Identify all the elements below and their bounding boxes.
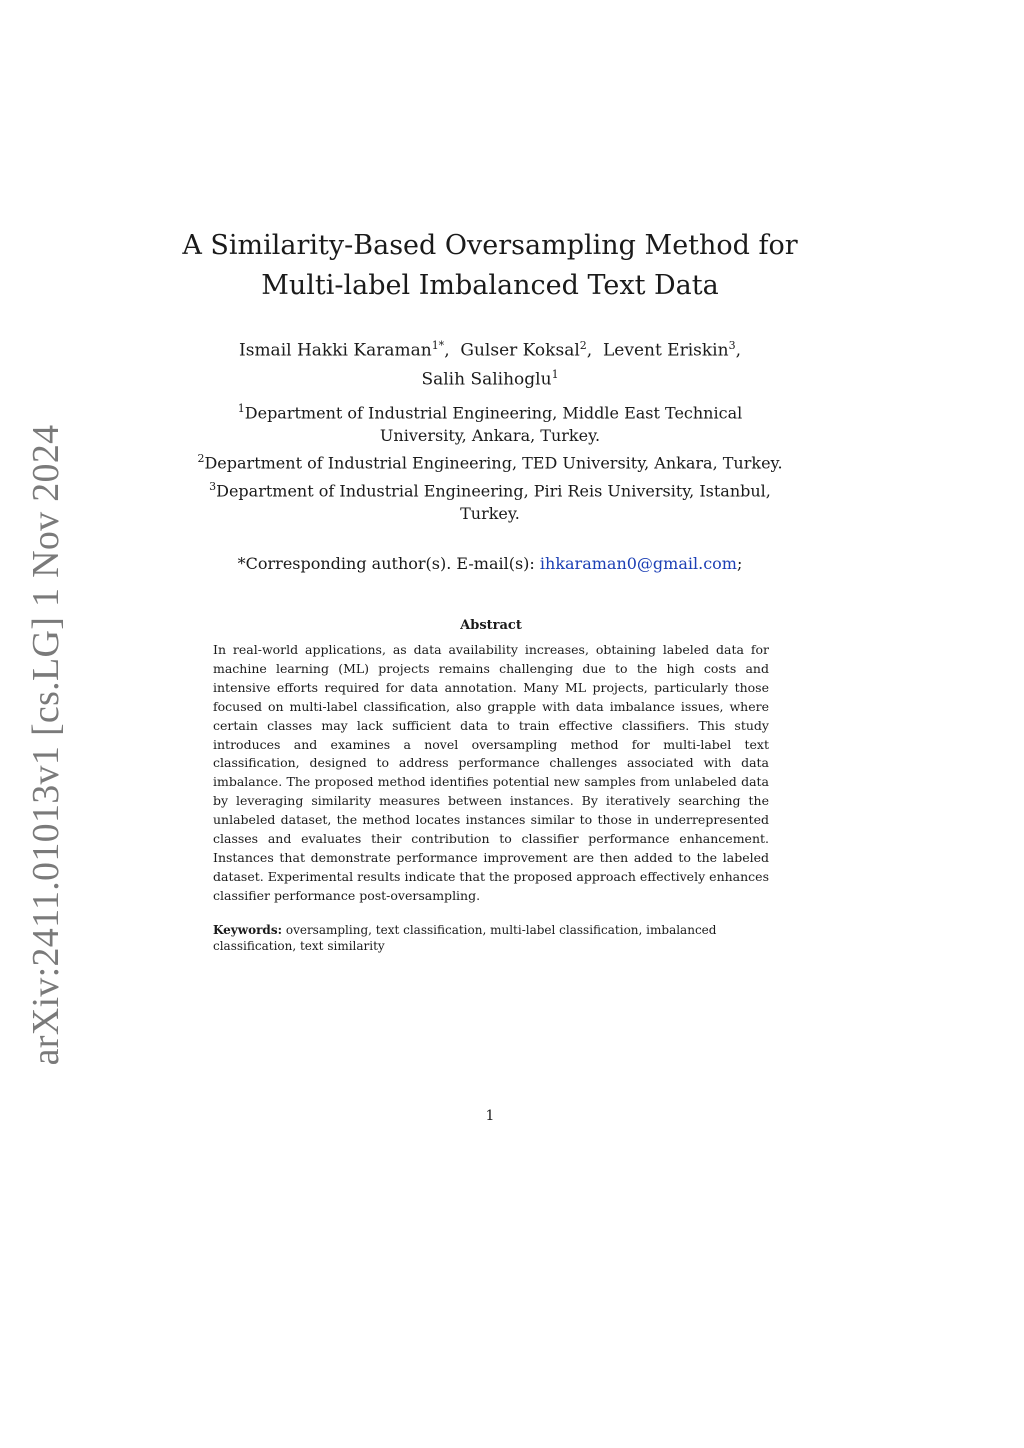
- author-1: Ismail Hakki Karaman: [239, 340, 432, 361]
- author-line-2: [160, 363, 820, 392]
- title-line-2: Multi-label Imbalanced Text Data: [261, 270, 719, 301]
- abstract-text: In real-world applications, as data availability increases, obtaining labeled data for machine learning (ML) projects remains challenging due to the high costs and intensive efforts required for data annotation. Many ML projects, particularly those focused on multi-label classification, also grapple with data imbalance issues, where certain classes may lack sufficient data to train effective classifiers. This study introduces and examines a novel oversampling method for multi-label text classification, designed to address performance challenges associated with data imbalance. The proposed method identifies potential new samples from unlabeled data by leveraging similarity measures between instances. By iteratively searching the unlabeled dataset, the method locates instances similar to those in underrepresented classes and evaluates their contribution to classifier performance enhancement. Instances that demonstrate performance improvement are then added to the labeled dataset. Experimental results indicate that the proposed approach effectively enhances classifier performance post-oversampling.: [213, 642, 769, 903]
- affiliation-3-line-1: $^3$Department of Industrial Engineering, Piri Reis University, Istanbul,: [209, 479, 771, 500]
- author-4: Salih Salihoglu: [421, 369, 552, 390]
- affiliations: [160, 397, 820, 525]
- author-2: Gulser Koksal: [460, 340, 580, 361]
- keywords: [213, 922, 769, 954]
- keywords-label: Keywords:: [213, 923, 283, 937]
- abstract-heading: Abstract: [460, 618, 522, 633]
- affiliation-3-line-2: Turkey.: [460, 503, 520, 523]
- keywords-text: oversampling, text classification, multi-label classification, imbalanced classification, text similarity: [213, 923, 717, 953]
- author-list: [160, 334, 820, 391]
- affiliation-1-marker: 1: [237, 402, 245, 415]
- arxiv-identifier: arXiv:2411.01013v1 [cs.LG] 1 Nov 2024: [25, 424, 67, 1066]
- corresponding-prefix: *Corresponding author(s). E-mail(s):: [237, 554, 540, 573]
- author-3: Levent Eriskin: [602, 340, 729, 361]
- affiliation-3-marker: 3: [209, 479, 217, 493]
- corresponding-author: [160, 553, 820, 575]
- corresponding-suffix: ;: [736, 554, 743, 573]
- author-line-1: Ismail Hakki Karaman$^{1*}$, Gulser Koksal$^2$, Levent Eriskin$^3$,: [239, 339, 741, 361]
- affiliation-1-line-1: $^1$Department of Industrial Engineering, Middle East Technical: [237, 402, 743, 423]
- affiliation-2-marker: 2: [197, 452, 205, 466]
- author-4-affil: 1: [551, 367, 559, 381]
- paper-title: [160, 226, 820, 306]
- author-3-affil: 3: [728, 339, 736, 352]
- title-line-1: A Similarity-Based Oversampling Method for: [182, 230, 798, 261]
- affiliation-2: $^2$Department of Industrial Engineering, TED University, Ankara, Turkey.: [197, 452, 783, 473]
- email-link[interactable]: ihkaraman0@gmail.com: [539, 554, 737, 573]
- author-1-affil: 1*: [431, 339, 445, 352]
- author-2-affil: 2: [579, 339, 587, 352]
- affiliation-1-line-2: University, Ankara, Turkey.: [379, 426, 601, 446]
- page-number: 1: [485, 1108, 495, 1124]
